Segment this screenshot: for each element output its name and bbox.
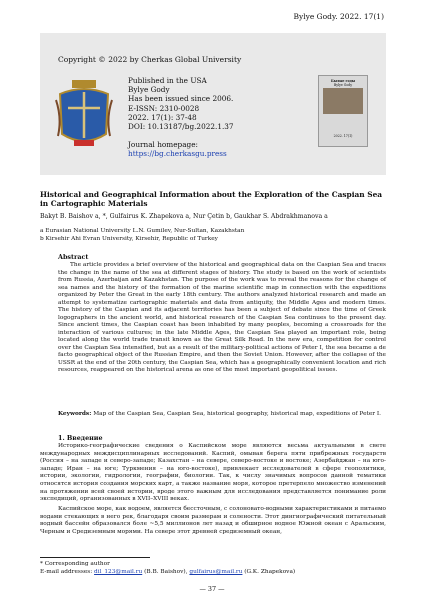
body-paragraph-1: Историко-географические сведения о Каспийском море являются весьма актуальными в свете международных междисциплинарных исследований. Каспий, омывая берега пяти прибрежных государств (Россия – на западе и северо-западе; Казахстан – на севере, северо-востоке и востоке; Азербайджан – на юго-западе; Иран – на юге; Туркмения – на юго-востоке), привлекает исследователей в сфере геополитики, истории, экологии, гидрологии, географии, биологии. Так, к числу значимых вопросов данной тематики относятся история создания морских карт, а также название моря, которое претерпело множество изменений на протяжении всей своей истории, вроде этого важным для исследования представляется понимание роли экспедиций, организованных в XVII–XVIII веках. — [40, 443, 386, 503]
email-owner-2: (G.K. Zhapekova) — [244, 569, 296, 575]
running-head: Bylye Gody. 2022. 17(1) — [293, 12, 384, 21]
cover-year: 2022. 17(1) — [333, 134, 353, 138]
homepage-label: Journal homepage: — [128, 140, 199, 150]
email-link-1[interactable]: dil_123@mail.ru — [94, 569, 143, 575]
journal-cover — [318, 75, 368, 147]
email-link-2[interactable]: gulfairus@mail.ru — [189, 569, 243, 575]
cover-title: Былые годы — [331, 79, 355, 83]
keywords-text: Map of the Caspian Sea, Caspian Sea, historical geography, historical map, expeditions of Peter I. — [93, 411, 382, 417]
published-place: Published in the USA — [128, 76, 207, 85]
abstract-heading: Abstract — [58, 253, 89, 261]
affiliation-b: b Kirsehir Ahi Evran University, Kirsehir, Republic of Turkey — [40, 236, 218, 242]
article-title: Historical and Geographical Information about the Exploration of the Caspian Sea in Cartographic Materials — [40, 190, 383, 209]
email-owner-1: (B.B. Baishov), — [144, 569, 188, 575]
section-heading: 1. Введение — [58, 434, 103, 442]
affiliation-a: a Eurasian National University L.N. Gumilev, Nur-Sultan, Kazakhstan — [40, 228, 245, 234]
issued-since: Has been issued since 2006. — [128, 94, 234, 104]
footnote-corresponding: * Corresponding author — [40, 561, 110, 567]
authors: Bakyt B. Baishov a, *, Gulfairus K. Zhapekova a, Nur Çetin b, Gaukhar S. Abdrakhmanova a — [40, 213, 328, 220]
page-number: — 37 — — [199, 585, 225, 593]
emails-label: E-mail addresses: — [40, 569, 93, 575]
affiliations — [40, 227, 244, 243]
journal-name: Bylye Gody — [128, 85, 170, 95]
publication-meta — [128, 76, 234, 159]
coat-of-arms-icon — [54, 78, 114, 150]
copyright-line: Copyright © 2022 by Cherkas Global University — [58, 55, 242, 64]
footnote-rule — [40, 557, 150, 558]
cover-subtitle: Bylye Gody — [333, 83, 353, 87]
abstract-text: The article provides a brief overview of the historical and geographical data on the Caspian Sea and traces the change in the name of the sea at different stages of history. The study is based on the work of scientists from Russia, Azerbaijan and Kazakhstan. The purpose of the work was to reveal the reasons for the change of sea names and the history of the formation of the marine scientific map in connection with the expeditions organized by Peter the Great in the early 18th century. The authors analyzed historical research and made an attempt to systematize cartographic materials and data from antiquity, the Middle Ages and modern times. The history of the Caspian and its adjacent territories has been a subject of debate since the time of Greek logographers in the ancient world, and historical research of the Caspian Sea continues to the present day. Since ancient times, the Caspian coast has been inhabited by many peoples, becoming a crossroads for the interaction of various cultures; in the late Middle Ages, the Caspian Sea played an important role, being located along the world trade transit known as the Great Silk Road. In the new era, competition for control over the Caspian Sea intensified, but as a result of the military-political actions of Peter I, the sea became a de facto geographical object of the Russian Empire, and then the Soviet Union. However, after the collapse of the USSR at the end of the 20th century, the Caspian Sea, which has a geographically convenient location and rich resources, reappeared on the historical arena as one of the most important geopolitical issues. — [58, 262, 386, 373]
body-paragraph-2: Каспийское море, как водоем, является бессточным, с солоновато-водными характеристиками и питаемо водами стекающих в него рек, благодаря своим размерам и солености. Этот дингиографический питательный водный бассейн образовался боле ~5,5 миллионов лет назад и обширное водное Южной океан с Аральским, Черным и Средиземным морями. На севере этот древней средиземный океан, — [40, 506, 386, 535]
issue-pages: 2022. 17(1): 37-48 — [128, 112, 197, 122]
doi: DOI: 10.13187/bg.2022.1.37 — [128, 122, 234, 132]
footnote-emails — [40, 569, 295, 575]
issn: E-ISSN: 2310-0028 — [128, 103, 200, 113]
cover-image — [323, 88, 363, 114]
keywords — [58, 411, 386, 419]
keywords-label: Keywords: — [58, 411, 92, 417]
homepage-link[interactable]: https://bg.cherkasgu.press — [128, 149, 227, 159]
